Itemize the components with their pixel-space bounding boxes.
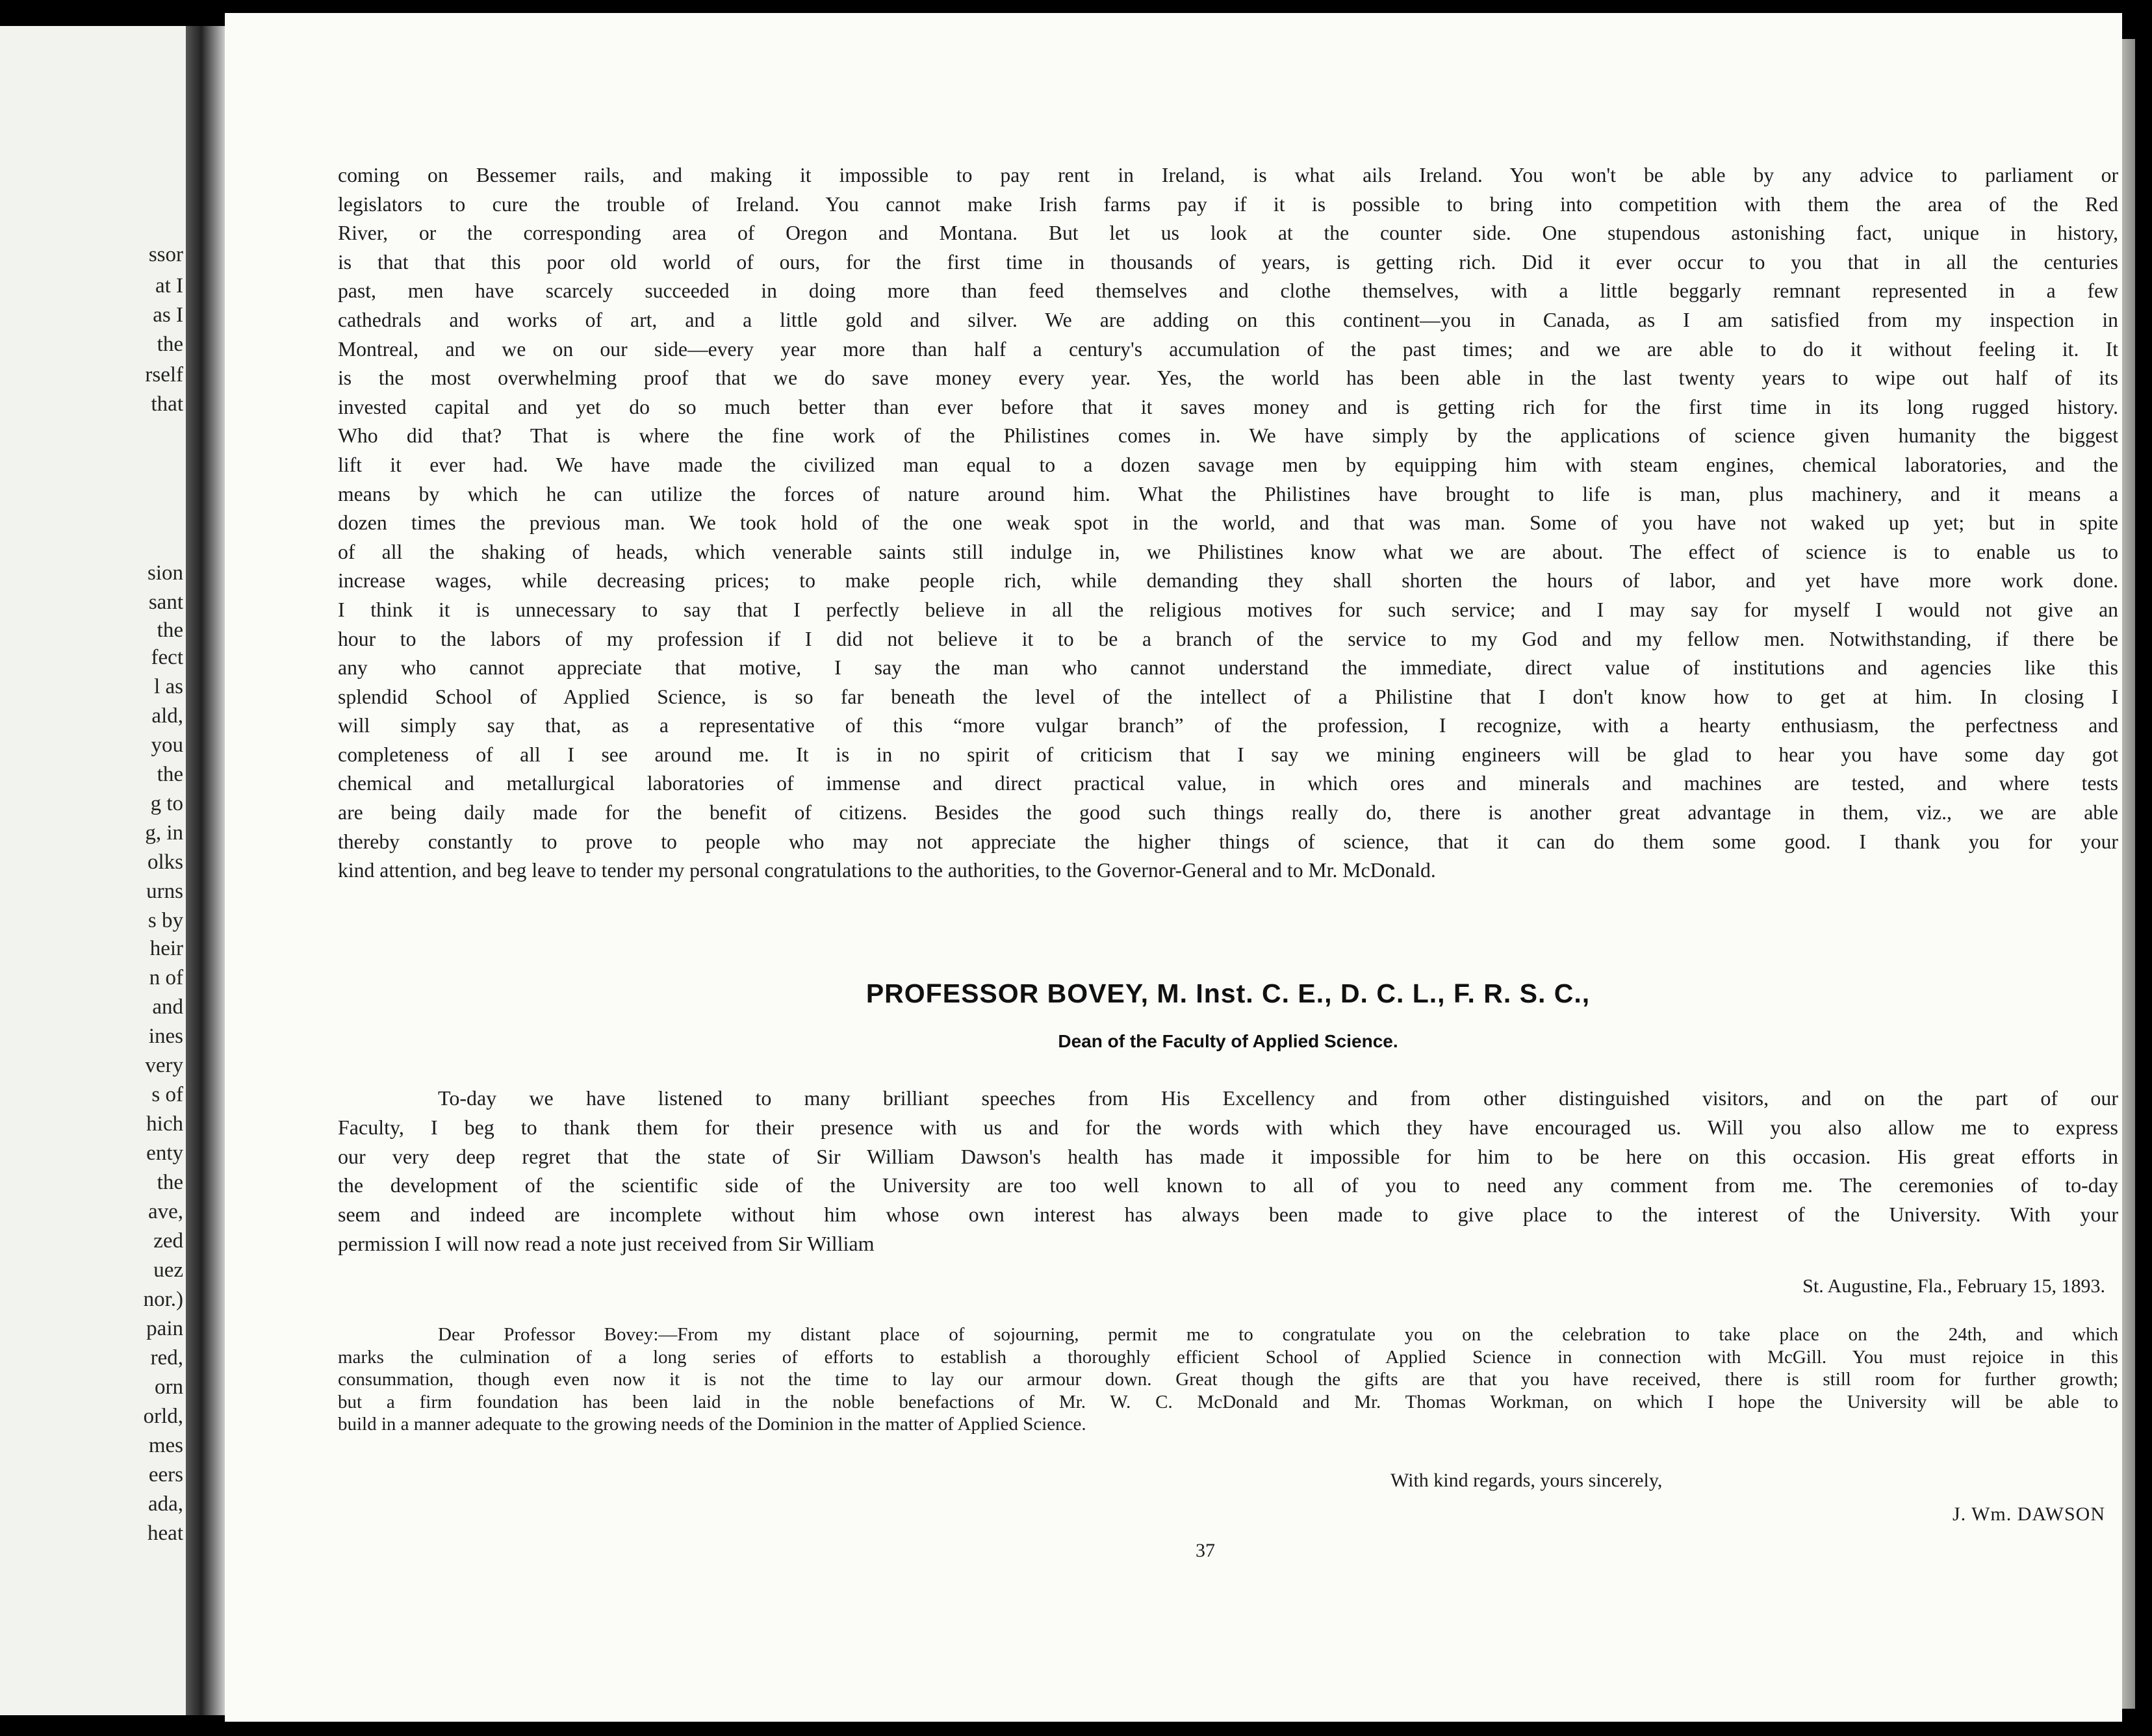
left-page-text: red, bbox=[150, 1346, 183, 1370]
text-line: is that that this poor old world of ours, for the first time in thousands of years, is getting rich. Did it ever occur to you that in all the centuries bbox=[338, 250, 2118, 274]
text-line: build in a manner adequate to the growing needs of the Dominion in the matter of Applied Science. bbox=[338, 1414, 1086, 1435]
text-line: means by which he can utilize the forces of nature around him. What the Philistines have brought to life is man, plus machinery, and it means a bbox=[338, 482, 2118, 505]
text-line: Who did that? That is where the fine work of the Philistines comes in. We have simply by the applications of science given humanity the biggest bbox=[338, 424, 2118, 448]
bovey-speech bbox=[338, 1084, 2118, 1258]
text-line: completeness of all I see around me. It is in no spirit of criticism that I say we mining engineers will be glad to hear you have some day got bbox=[338, 743, 2118, 766]
text-line: splendid School of Applied Science, is so far beneath the level of the intellect of a Philistine that I don't know how to get at him. In closing I bbox=[338, 685, 2118, 708]
text-line: will simply say that, as a representative of this “more vulgar branch” of the profession, I recognize, with a hearty enthusiasm, the perfectness and bbox=[338, 714, 2118, 737]
left-page-text: ada, bbox=[147, 1492, 183, 1516]
text-line: lift it ever had. We have made the civilized man equal to a dozen savage men by equipping him with steam engines, chemical laboratories, and the bbox=[338, 453, 2118, 476]
left-page-text: the bbox=[157, 1171, 183, 1194]
speaker-heading: PROFESSOR BOVEY, M. Inst. C. E., D. C. L., F. R. S. C., bbox=[865, 978, 1591, 1008]
left-page-text: uez bbox=[153, 1258, 183, 1282]
left-page-text: urns bbox=[146, 880, 183, 903]
text-line: River, or the corresponding area of Oregon and Montana. But let us look at the counter side. One stupendous astonishing fact, unique in history, bbox=[338, 222, 2118, 245]
left-page-text: mes bbox=[148, 1434, 183, 1457]
dawson-letter bbox=[338, 1323, 2118, 1436]
text-line: I think it is unnecessary to say that I perfectly believe in all the religious motives for such service; and I may say for myself I would not give an bbox=[338, 598, 2118, 621]
left-page-text: eers bbox=[148, 1463, 183, 1487]
left-page-text: enty bbox=[146, 1142, 183, 1165]
left-page-text: pain bbox=[146, 1317, 183, 1340]
text-line: is the most overwhelming proof that we do save money every year. Yes, the world has been able in the last twenty years to wipe out half of its bbox=[338, 366, 2118, 390]
text-line: consummation, though even now it is not the time to lay our armour down. Great though the gifts are that you have received, there is still room for further growth; bbox=[338, 1369, 2118, 1390]
left-page-text: l as bbox=[154, 675, 183, 698]
left-page-text: s by bbox=[147, 909, 183, 932]
letter-closing: With kind regards, yours sincerely, bbox=[1390, 1470, 1663, 1491]
text-line: our very deep regret that the state of Sir William Dawson's health has made it impossible for him to be here on this occasion. His great efforts in bbox=[338, 1144, 2118, 1168]
text-line: legislators to cure the trouble of Ireland. You cannot make Irish farms pay if it is possible to bring into competition with them the area of the Red bbox=[338, 192, 2118, 216]
left-page-text: the bbox=[157, 333, 183, 356]
text-line: past, men have scarcely succeeded in doing more than feed themselves and clothe themselves, with a little beggarly remnant represented in a few bbox=[338, 279, 2118, 303]
left-page-text: zed bbox=[153, 1229, 183, 1253]
left-page-text: s of bbox=[151, 1083, 183, 1106]
left-page-text: that bbox=[151, 392, 183, 416]
book-page bbox=[225, 13, 2122, 1722]
left-page-text: rself bbox=[145, 363, 183, 387]
text-line: permission I will now read a note just received from Sir William bbox=[338, 1231, 875, 1255]
text-line: chemical and metallurgical laboratories of immense and direct practical value, in which ores and minerals and machines are tested, and where tests bbox=[338, 772, 2118, 795]
left-page-text: as I bbox=[153, 303, 183, 327]
left-page-fragment bbox=[0, 26, 195, 1715]
speaker-subtitle: Dean of the Faculty of Applied Science. bbox=[1058, 1031, 1398, 1051]
text-line: Montreal, and we on our side—every year more than half a century's accumulation of the past times; and we are able to do it without feeling it. It bbox=[338, 337, 2118, 361]
left-page-text: sant bbox=[148, 591, 183, 614]
text-line: Dear Professor Bovey:—From my distant place of sojourning, permit me to congratulate you on the celebration to take place on the 24th, and which bbox=[438, 1324, 2118, 1345]
text-line: coming on Bessemer rails, and making it impossible to pay rent in Ireland, is what ails Ireland. You won't be able by any advice to parliament or bbox=[338, 164, 2118, 186]
page-number: 37 bbox=[1196, 1540, 1215, 1561]
left-page-text: and bbox=[152, 995, 183, 1019]
left-page-text: fect bbox=[151, 646, 183, 669]
left-page-text: very bbox=[145, 1054, 183, 1077]
text-line: invested capital and yet do so much better than ever before that it saves money and is getting rich for the first time in its long rugged history. bbox=[338, 395, 2118, 418]
left-page-text: you bbox=[151, 734, 183, 757]
left-page-text: g, in bbox=[145, 821, 183, 845]
left-page-text: g to bbox=[150, 792, 183, 815]
left-page-text: ave, bbox=[147, 1200, 183, 1223]
speech-continuation bbox=[338, 161, 2118, 886]
text-line: are being daily made for the benefit of citizens. Besides the good such things really do, there is another great advantage in them, viz., we are able bbox=[338, 801, 2118, 824]
text-line: To-day we have listened to many brilliant speeches from His Excellency and from other distinguished visitors, and on the part of our bbox=[438, 1086, 2118, 1110]
left-page-text: nor.) bbox=[143, 1288, 183, 1311]
text-line: increase wages, while decreasing prices; to make people rich, while demanding they shall shorten the hours of labor, and yet have more work done. bbox=[338, 569, 2118, 593]
left-page-text: orld, bbox=[143, 1405, 183, 1428]
left-page-text: hich bbox=[146, 1112, 183, 1136]
left-page-text: ssor bbox=[148, 243, 183, 266]
letter-signature: J. Wm. DAWSON bbox=[1952, 1503, 2105, 1525]
text-line: marks the culmination of a long series of efforts to establish a thoroughly efficient School of Applied Science in connection with McGill. You must rejoice in this bbox=[338, 1346, 2118, 1368]
text-line: any who cannot appreciate that motive, I say the man who cannot understand the immediate, direct value of institutions and agencies like this bbox=[338, 656, 2118, 680]
page-content bbox=[338, 161, 2118, 1561]
text-line: kind attention, and beg leave to tender my personal congratulations to the authorities, to the Governor-General and to Mr. McDonald. bbox=[338, 859, 1436, 882]
text-line: seem and indeed are incomplete without him whose own interest has always been made to give place to the interest of the University. With your bbox=[338, 1203, 2118, 1227]
left-page-text: ines bbox=[148, 1025, 183, 1048]
left-page-text: ald, bbox=[151, 704, 183, 728]
text-line: Faculty, I beg to thank them for their presence with us and for the words with which they have encouraged us. Will you also allow me to express bbox=[338, 1115, 2118, 1139]
left-page-text: n of bbox=[149, 966, 183, 989]
book-binding bbox=[186, 26, 225, 1715]
letter-dateline: St. Augustine, Fla., February 15, 1893. bbox=[1802, 1275, 2105, 1297]
left-page-text: olks bbox=[147, 850, 183, 874]
text-line: of all the shaking of heads, which venerable saints still indulge in, we Philistines know what we are about. The effect of science is to enable us to bbox=[338, 540, 2118, 563]
left-page-text: sion bbox=[147, 561, 183, 585]
text-line: hour to the labors of my profession if I did not believe it to be a branch of the service to my God and my fellow men. Notwithstanding, if there be bbox=[338, 627, 2118, 650]
left-page-text: the bbox=[157, 619, 183, 642]
text-line: dozen times the previous man. We took hold of the one weak spot in the world, and that was man. Some of you have not waked up yet; but in spite bbox=[338, 511, 2118, 535]
left-page-text: heat bbox=[147, 1522, 183, 1545]
left-page-text: the bbox=[157, 763, 183, 786]
text-line: thereby constantly to prove to people who may not appreciate the higher things of science, that it can do them some good. I thank you for your bbox=[338, 830, 2118, 853]
text-line: the development of the scientific side of the University are too well known to all of you to need any comment from me. The ceremonies of to-day bbox=[338, 1173, 2118, 1197]
left-page-text: heir bbox=[149, 937, 183, 960]
text-line: cathedrals and works of art, and a little gold and silver. We are adding on this continent—you in Canada, as I am satisfied from my inspection in bbox=[338, 308, 2118, 331]
left-page-text: orn bbox=[155, 1375, 183, 1399]
left-page-text: at I bbox=[155, 274, 183, 298]
text-line: but a firm foundation has been laid in the noble benefactions of Mr. W. C. McDonald and Mr. Thomas Workman, on which I hope the University will be able to bbox=[338, 1391, 2118, 1412]
